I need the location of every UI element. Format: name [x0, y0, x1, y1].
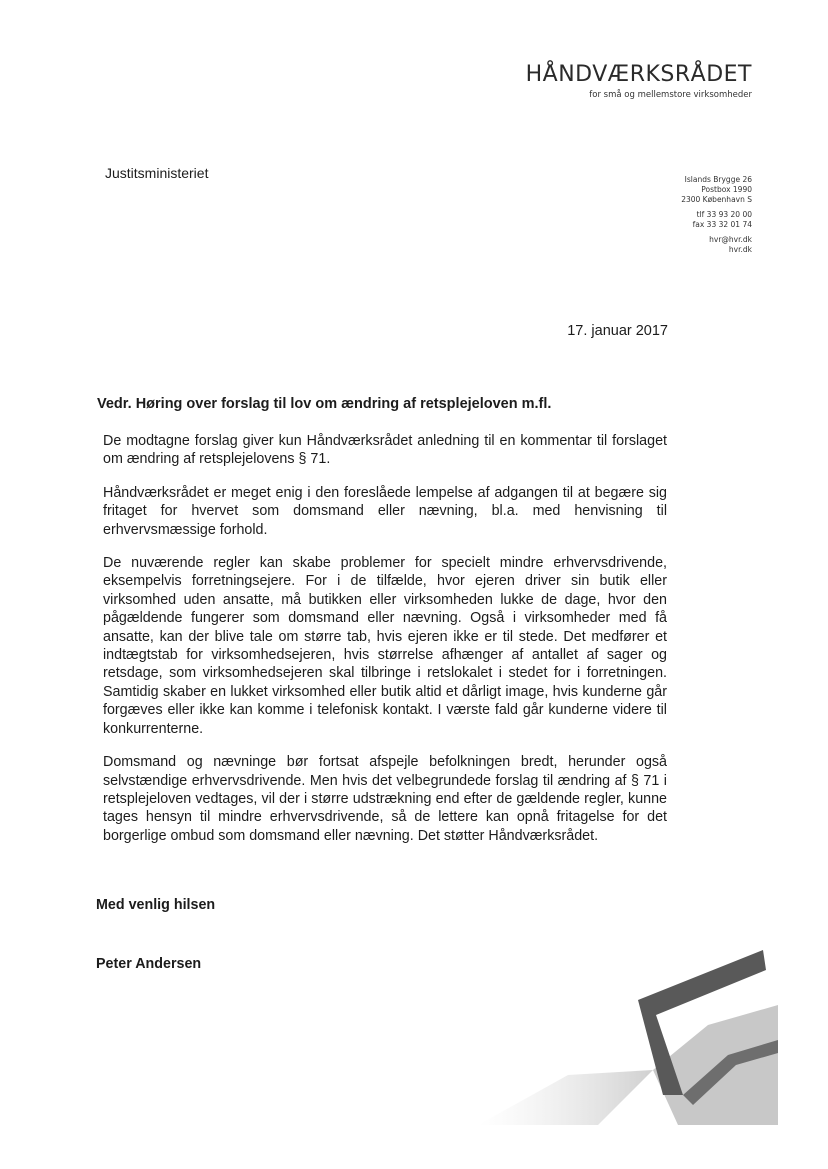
body-paragraph: Håndværksrådet er meget enig i den foreslåede lempelse af adgangen til at begære sig fritaget for hvervet som domsmand eller nævning, bl.a. med henvisning til erhvervsmæssige forhold. [103, 484, 667, 538]
logo-tagline: for små og mellemstore virksomheder [589, 90, 752, 100]
recipient: Justitsministeriet [105, 165, 209, 181]
closing-greeting: Med venlig hilsen [96, 897, 216, 913]
letter-body [103, 432, 667, 860]
letterhead-logo [526, 62, 752, 100]
letter-date: 17. januar 2017 [567, 323, 668, 339]
decorative-corner-graphic [478, 945, 778, 1125]
body-paragraph: De nuværende regler kan skabe problemer for specielt mindre erhvervsdrivende, eksempelvis forretningsejere. For i de tilfælde, hvor ejeren driver sin butik eller virksomhed uden ansatte, må butikken eller virksomheden lukke de dage, hvor den pågældende fungerer som domsmand eller nævning. Også i virksomheder med få ansatte, kan der blive tale om større tab, hvis ejeren ikke er til stede. Det medfører et indtægtstab for virksomhedsejeren, hvis størrelse afhænger af antallet af sager og retsdage, som virksomhedsejeren skal tilbringe i retslokalet i stedet for i forretningen. Samtidig skaber en lukket virksomhed eller butik altid et dårligt image, hvis kunderne går forgæves eller ikke kan komme i telefonisk kontakt. I værste fald går kunderne videre til konkurrenterne. [103, 555, 667, 737]
address-line: 2300 København S [681, 195, 752, 204]
fax-line: fax 33 32 01 74 [692, 220, 752, 229]
address-line: Islands Brygge 26 [684, 175, 752, 184]
address-line: Postbox 1990 [701, 185, 752, 194]
address-block [681, 175, 752, 205]
letter-subject: Vedr. Høring over forslag til lov om ændring af retsplejeloven m.fl. [97, 396, 552, 412]
website-line: hvr.dk [728, 245, 752, 254]
phone-block [681, 210, 752, 230]
body-paragraph: De modtagne forslag giver kun Håndværksrådet anledning til en kommentar til forslaget om ændring af retsplejelovens § 71. [103, 433, 667, 468]
body-paragraph: Domsmand og nævninge bør fortsat afspejle befolkningen bredt, herunder også selvstændige erhvervsdrivende. Men hvis det velbegrundede forslag til ændring af § 71 i retsplejeloven vedtages, vil der i større udstrækning end efter de gældende regler, kunne tages hensyn til mindre erhvervsdrivende, så de lettere kan opnå fritagelse for det borgerlige ombud som domsmand eller nævning. Det støtter Håndværksrådet. [103, 754, 667, 844]
phone-line: tlf 33 93 20 00 [696, 210, 752, 219]
contact-block [681, 175, 752, 260]
logo-name: HÅNDVÆRKSRÅDET [525, 62, 752, 87]
signer-name: Peter Andersen [96, 956, 202, 972]
email-line: hvr@hvr.dk [709, 235, 752, 244]
web-block [681, 235, 752, 255]
graphic-light-band [478, 1070, 653, 1125]
